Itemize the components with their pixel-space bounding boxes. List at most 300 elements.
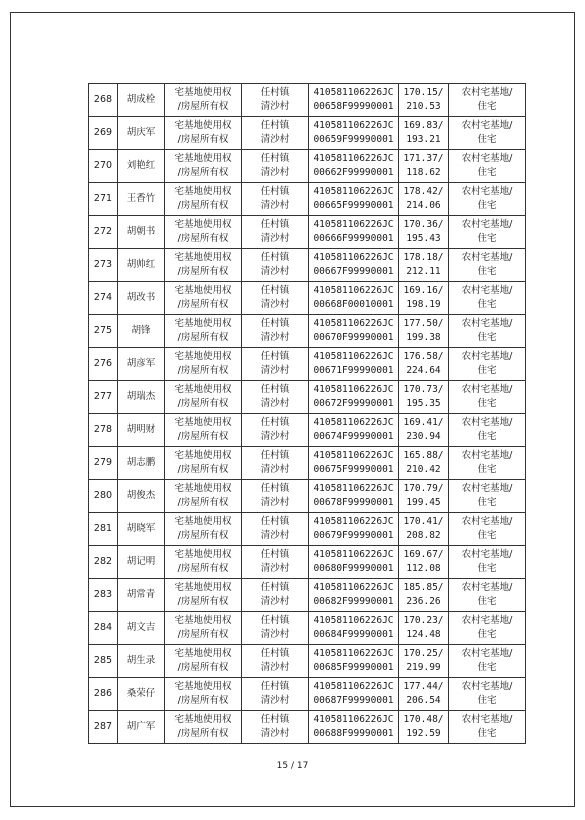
location-cell bbox=[242, 513, 309, 546]
row-number-cell: 276 bbox=[89, 348, 118, 381]
area-cell-line-1: 170.41/ bbox=[403, 516, 444, 527]
right-type-cell-line-2: /房屋所有权 bbox=[177, 431, 229, 442]
right-type-cell-line-1: 宅基地使用权 bbox=[174, 285, 232, 296]
row-number-cell: 271 bbox=[89, 183, 118, 216]
table-row bbox=[89, 546, 526, 579]
area-cell-line-2: 193.21 bbox=[406, 134, 441, 145]
area-cell-line-1: 178.18/ bbox=[403, 252, 444, 263]
right-type-cell bbox=[165, 84, 242, 117]
right-type-cell bbox=[165, 447, 242, 480]
area-cell-line-1: 170.23/ bbox=[403, 615, 444, 626]
registry-table bbox=[88, 83, 526, 744]
row-number-cell: 286 bbox=[89, 678, 118, 711]
owner-name-cell: 胡常青 bbox=[118, 579, 165, 612]
right-type-cell bbox=[165, 414, 242, 447]
right-type-cell bbox=[165, 315, 242, 348]
parcel-code-cell bbox=[309, 612, 399, 645]
location-cell-line-2: 清沙村 bbox=[260, 431, 290, 442]
land-use-cell-line-1: 农村宅基地/ bbox=[461, 153, 513, 164]
area-cell-line-1: 178.42/ bbox=[403, 186, 444, 197]
right-type-cell-line-2: /房屋所有权 bbox=[177, 398, 229, 409]
table-row bbox=[89, 645, 526, 678]
right-type-cell-line-2: /房屋所有权 bbox=[177, 464, 229, 475]
land-use-cell-line-2: 住宅 bbox=[477, 365, 497, 376]
owner-name-cell: 胡朝书 bbox=[118, 216, 165, 249]
area-cell bbox=[399, 447, 449, 480]
right-type-cell-line-1: 宅基地使用权 bbox=[174, 153, 232, 164]
owner-name-cell: 桑荣仔 bbox=[118, 678, 165, 711]
location-cell-line-1: 任村镇 bbox=[260, 483, 290, 494]
land-use-cell-line-2: 住宅 bbox=[477, 200, 497, 211]
area-cell-line-1: 170.36/ bbox=[403, 219, 444, 230]
area-cell bbox=[399, 480, 449, 513]
land-use-cell bbox=[449, 546, 526, 579]
location-cell bbox=[242, 678, 309, 711]
right-type-cell bbox=[165, 612, 242, 645]
table-row bbox=[89, 678, 526, 711]
parcel-code-cell-line-2: 00658F99990001 bbox=[313, 101, 394, 112]
table-row bbox=[89, 579, 526, 612]
area-cell-line-1: 170.79/ bbox=[403, 483, 444, 494]
row-number-cell: 279 bbox=[89, 447, 118, 480]
right-type-cell-line-1: 宅基地使用权 bbox=[174, 516, 232, 527]
area-cell-line-1: 169.67/ bbox=[403, 549, 444, 560]
parcel-code-cell bbox=[309, 711, 399, 744]
land-use-cell bbox=[449, 117, 526, 150]
area-cell-line-2: 195.43 bbox=[406, 233, 441, 244]
location-cell-line-1: 任村镇 bbox=[260, 648, 290, 659]
land-use-cell-line-2: 住宅 bbox=[477, 431, 497, 442]
right-type-cell bbox=[165, 282, 242, 315]
parcel-code-cell-line-1: 410581106226JC bbox=[313, 648, 394, 659]
table-row bbox=[89, 414, 526, 447]
parcel-code-cell bbox=[309, 249, 399, 282]
land-use-cell-line-1: 农村宅基地/ bbox=[461, 318, 513, 329]
right-type-cell-line-1: 宅基地使用权 bbox=[174, 120, 232, 131]
land-use-cell-line-1: 农村宅基地/ bbox=[461, 87, 513, 98]
land-use-cell-line-2: 住宅 bbox=[477, 596, 497, 607]
area-cell bbox=[399, 216, 449, 249]
land-use-cell bbox=[449, 711, 526, 744]
area-cell bbox=[399, 678, 449, 711]
row-number-cell: 282 bbox=[89, 546, 118, 579]
page-number: 15 / 17 bbox=[276, 761, 309, 771]
parcel-code-cell bbox=[309, 183, 399, 216]
location-cell bbox=[242, 150, 309, 183]
area-cell bbox=[399, 249, 449, 282]
land-use-cell-line-1: 农村宅基地/ bbox=[461, 648, 513, 659]
owner-name-cell: 胡庆军 bbox=[118, 117, 165, 150]
right-type-cell bbox=[165, 381, 242, 414]
parcel-code-cell bbox=[309, 84, 399, 117]
land-use-cell-line-2: 住宅 bbox=[477, 629, 497, 640]
location-cell-line-2: 清沙村 bbox=[260, 167, 290, 178]
land-use-cell-line-2: 住宅 bbox=[477, 497, 497, 508]
location-cell-line-2: 清沙村 bbox=[260, 497, 290, 508]
parcel-code-cell-line-2: 00685F99990001 bbox=[313, 662, 394, 673]
right-type-cell-line-1: 宅基地使用权 bbox=[174, 483, 232, 494]
land-use-cell-line-1: 农村宅基地/ bbox=[461, 384, 513, 395]
area-cell-line-2: 214.06 bbox=[406, 200, 441, 211]
location-cell bbox=[242, 84, 309, 117]
right-type-cell-line-1: 宅基地使用权 bbox=[174, 549, 232, 560]
location-cell-line-2: 清沙村 bbox=[260, 101, 290, 112]
land-use-cell bbox=[449, 447, 526, 480]
right-type-cell-line-1: 宅基地使用权 bbox=[174, 714, 232, 725]
parcel-code-cell-line-2: 00679F99990001 bbox=[313, 530, 394, 541]
land-use-cell-line-1: 农村宅基地/ bbox=[461, 483, 513, 494]
parcel-code-cell-line-2: 00668F00010001 bbox=[313, 299, 394, 310]
land-use-cell-line-2: 住宅 bbox=[477, 464, 497, 475]
area-cell-line-1: 170.48/ bbox=[403, 714, 444, 725]
row-number-cell: 274 bbox=[89, 282, 118, 315]
parcel-code-cell bbox=[309, 480, 399, 513]
row-number-cell: 269 bbox=[89, 117, 118, 150]
parcel-code-cell-line-2: 00672F99990001 bbox=[313, 398, 394, 409]
location-cell-line-2: 清沙村 bbox=[260, 695, 290, 706]
area-cell bbox=[399, 612, 449, 645]
owner-name-cell: 胡志鹏 bbox=[118, 447, 165, 480]
location-cell-line-2: 清沙村 bbox=[260, 200, 290, 211]
location-cell-line-1: 任村镇 bbox=[260, 417, 290, 428]
land-use-cell-line-1: 农村宅基地/ bbox=[461, 351, 513, 362]
table-row bbox=[89, 249, 526, 282]
table-row bbox=[89, 315, 526, 348]
location-cell-line-2: 清沙村 bbox=[260, 398, 290, 409]
row-number-cell: 284 bbox=[89, 612, 118, 645]
right-type-cell-line-2: /房屋所有权 bbox=[177, 563, 229, 574]
location-cell-line-2: 清沙村 bbox=[260, 464, 290, 475]
location-cell-line-1: 任村镇 bbox=[260, 252, 290, 263]
area-cell-line-2: 210.42 bbox=[406, 464, 441, 475]
table-row bbox=[89, 381, 526, 414]
right-type-cell-line-2: /房屋所有权 bbox=[177, 332, 229, 343]
area-cell-line-2: 230.94 bbox=[406, 431, 441, 442]
right-type-cell bbox=[165, 513, 242, 546]
area-cell-line-1: 171.37/ bbox=[403, 153, 444, 164]
location-cell-line-2: 清沙村 bbox=[260, 563, 290, 574]
location-cell bbox=[242, 117, 309, 150]
land-use-cell-line-2: 住宅 bbox=[477, 332, 497, 343]
area-cell-line-2: 198.19 bbox=[406, 299, 441, 310]
location-cell bbox=[242, 315, 309, 348]
location-cell bbox=[242, 249, 309, 282]
land-use-cell bbox=[449, 282, 526, 315]
table-row bbox=[89, 480, 526, 513]
parcel-code-cell-line-1: 410581106226JC bbox=[313, 714, 394, 725]
row-number-cell: 283 bbox=[89, 579, 118, 612]
parcel-code-cell-line-1: 410581106226JC bbox=[313, 318, 394, 329]
area-cell-line-2: 236.26 bbox=[406, 596, 441, 607]
right-type-cell bbox=[165, 711, 242, 744]
location-cell-line-2: 清沙村 bbox=[260, 530, 290, 541]
location-cell-line-2: 清沙村 bbox=[260, 365, 290, 376]
table-row bbox=[89, 117, 526, 150]
parcel-code-cell-line-1: 410581106226JC bbox=[313, 450, 394, 461]
location-cell-line-1: 任村镇 bbox=[260, 153, 290, 164]
right-type-cell-line-1: 宅基地使用权 bbox=[174, 318, 232, 329]
area-cell-line-1: 169.16/ bbox=[403, 285, 444, 296]
parcel-code-cell-line-2: 00687F99990001 bbox=[313, 695, 394, 706]
land-use-cell-line-2: 住宅 bbox=[477, 695, 497, 706]
land-use-cell-line-1: 农村宅基地/ bbox=[461, 582, 513, 593]
land-use-cell-line-1: 农村宅基地/ bbox=[461, 186, 513, 197]
area-cell bbox=[399, 645, 449, 678]
right-type-cell-line-2: /房屋所有权 bbox=[177, 728, 229, 739]
owner-name-cell: 胡成栓 bbox=[118, 84, 165, 117]
table-row bbox=[89, 348, 526, 381]
right-type-cell-line-1: 宅基地使用权 bbox=[174, 252, 232, 263]
land-use-cell-line-2: 住宅 bbox=[477, 167, 497, 178]
parcel-code-cell-line-2: 00662F99990001 bbox=[313, 167, 394, 178]
land-use-cell bbox=[449, 645, 526, 678]
parcel-code-cell bbox=[309, 381, 399, 414]
right-type-cell-line-2: /房屋所有权 bbox=[177, 233, 229, 244]
parcel-code-cell-line-1: 410581106226JC bbox=[313, 681, 394, 692]
area-cell-line-2: 206.54 bbox=[406, 695, 441, 706]
right-type-cell bbox=[165, 348, 242, 381]
land-use-cell bbox=[449, 348, 526, 381]
area-cell bbox=[399, 117, 449, 150]
location-cell bbox=[242, 216, 309, 249]
parcel-code-cell bbox=[309, 513, 399, 546]
parcel-code-cell-line-1: 410581106226JC bbox=[313, 549, 394, 560]
parcel-code-cell bbox=[309, 645, 399, 678]
location-cell bbox=[242, 645, 309, 678]
land-use-cell bbox=[449, 513, 526, 546]
area-cell bbox=[399, 513, 449, 546]
location-cell-line-1: 任村镇 bbox=[260, 714, 290, 725]
right-type-cell bbox=[165, 216, 242, 249]
land-use-cell-line-1: 农村宅基地/ bbox=[461, 285, 513, 296]
land-use-cell-line-1: 农村宅基地/ bbox=[461, 615, 513, 626]
area-cell-line-1: 170.15/ bbox=[403, 87, 444, 98]
parcel-code-cell-line-1: 410581106226JC bbox=[313, 516, 394, 527]
table-row bbox=[89, 216, 526, 249]
owner-name-cell: 刘艳红 bbox=[118, 150, 165, 183]
right-type-cell-line-2: /房屋所有权 bbox=[177, 101, 229, 112]
location-cell-line-2: 清沙村 bbox=[260, 662, 290, 673]
table-row bbox=[89, 150, 526, 183]
parcel-code-cell-line-1: 410581106226JC bbox=[313, 186, 394, 197]
area-cell bbox=[399, 84, 449, 117]
right-type-cell-line-2: /房屋所有权 bbox=[177, 134, 229, 145]
parcel-code-cell bbox=[309, 546, 399, 579]
location-cell-line-1: 任村镇 bbox=[260, 450, 290, 461]
land-use-cell-line-1: 农村宅基地/ bbox=[461, 549, 513, 560]
land-use-cell-line-2: 住宅 bbox=[477, 398, 497, 409]
parcel-code-cell-line-2: 00682F99990001 bbox=[313, 596, 394, 607]
location-cell bbox=[242, 480, 309, 513]
owner-name-cell: 胡明财 bbox=[118, 414, 165, 447]
parcel-code-cell-line-2: 00666F99990001 bbox=[313, 233, 394, 244]
area-cell bbox=[399, 711, 449, 744]
area-cell bbox=[399, 381, 449, 414]
location-cell-line-2: 清沙村 bbox=[260, 266, 290, 277]
owner-name-cell: 胡晓军 bbox=[118, 513, 165, 546]
row-number-cell: 275 bbox=[89, 315, 118, 348]
area-cell-line-2: 199.45 bbox=[406, 497, 441, 508]
right-type-cell-line-1: 宅基地使用权 bbox=[174, 648, 232, 659]
parcel-code-cell-line-1: 410581106226JC bbox=[313, 483, 394, 494]
area-cell-line-2: 192.59 bbox=[406, 728, 441, 739]
right-type-cell-line-1: 宅基地使用权 bbox=[174, 450, 232, 461]
owner-name-cell: 胡帅红 bbox=[118, 249, 165, 282]
land-use-cell-line-2: 住宅 bbox=[477, 662, 497, 673]
area-cell-line-1: 170.73/ bbox=[403, 384, 444, 395]
parcel-code-cell-line-2: 00665F99990001 bbox=[313, 200, 394, 211]
row-number-cell: 273 bbox=[89, 249, 118, 282]
location-cell bbox=[242, 579, 309, 612]
area-cell-line-1: 169.41/ bbox=[403, 417, 444, 428]
parcel-code-cell-line-1: 410581106226JC bbox=[313, 417, 394, 428]
owner-name-cell: 胡记明 bbox=[118, 546, 165, 579]
owner-name-cell: 胡锋 bbox=[118, 315, 165, 348]
parcel-code-cell bbox=[309, 447, 399, 480]
location-cell-line-2: 清沙村 bbox=[260, 596, 290, 607]
row-number-cell: 268 bbox=[89, 84, 118, 117]
right-type-cell-line-2: /房屋所有权 bbox=[177, 530, 229, 541]
parcel-code-cell bbox=[309, 348, 399, 381]
owner-name-cell: 王香竹 bbox=[118, 183, 165, 216]
land-use-cell bbox=[449, 84, 526, 117]
land-use-cell bbox=[449, 249, 526, 282]
location-cell bbox=[242, 414, 309, 447]
owner-name-cell: 胡彦军 bbox=[118, 348, 165, 381]
location-cell bbox=[242, 183, 309, 216]
location-cell-line-1: 任村镇 bbox=[260, 120, 290, 131]
location-cell-line-1: 任村镇 bbox=[260, 285, 290, 296]
parcel-code-cell-line-1: 410581106226JC bbox=[313, 252, 394, 263]
right-type-cell-line-2: /房屋所有权 bbox=[177, 266, 229, 277]
table-row bbox=[89, 282, 526, 315]
parcel-code-cell-line-2: 00680F99990001 bbox=[313, 563, 394, 574]
parcel-code-cell-line-2: 00688F99990001 bbox=[313, 728, 394, 739]
right-type-cell bbox=[165, 645, 242, 678]
area-cell bbox=[399, 183, 449, 216]
owner-name-cell: 胡文吉 bbox=[118, 612, 165, 645]
location-cell bbox=[242, 612, 309, 645]
parcel-code-cell bbox=[309, 216, 399, 249]
land-use-cell-line-2: 住宅 bbox=[477, 563, 497, 574]
right-type-cell-line-1: 宅基地使用权 bbox=[174, 417, 232, 428]
location-cell-line-1: 任村镇 bbox=[260, 186, 290, 197]
row-number-cell: 280 bbox=[89, 480, 118, 513]
location-cell bbox=[242, 348, 309, 381]
land-use-cell-line-1: 农村宅基地/ bbox=[461, 120, 513, 131]
land-use-cell-line-2: 住宅 bbox=[477, 266, 497, 277]
parcel-code-cell-line-2: 00684F99990001 bbox=[313, 629, 394, 640]
location-cell-line-2: 清沙村 bbox=[260, 332, 290, 343]
location-cell-line-1: 任村镇 bbox=[260, 549, 290, 560]
right-type-cell bbox=[165, 480, 242, 513]
area-cell-line-2: 212.11 bbox=[406, 266, 441, 277]
land-use-cell bbox=[449, 579, 526, 612]
location-cell-line-2: 清沙村 bbox=[260, 629, 290, 640]
right-type-cell-line-2: /房屋所有权 bbox=[177, 629, 229, 640]
land-use-cell-line-2: 住宅 bbox=[477, 233, 497, 244]
area-cell bbox=[399, 315, 449, 348]
row-number-cell: 278 bbox=[89, 414, 118, 447]
area-cell-line-2: 210.53 bbox=[406, 101, 441, 112]
right-type-cell bbox=[165, 579, 242, 612]
land-use-cell-line-2: 住宅 bbox=[477, 134, 497, 145]
parcel-code-cell-line-2: 00678F99990001 bbox=[313, 497, 394, 508]
right-type-cell-line-1: 宅基地使用权 bbox=[174, 219, 232, 230]
parcel-code-cell-line-1: 410581106226JC bbox=[313, 582, 394, 593]
parcel-code-cell bbox=[309, 579, 399, 612]
location-cell bbox=[242, 381, 309, 414]
land-use-cell-line-1: 农村宅基地/ bbox=[461, 681, 513, 692]
row-number-cell: 287 bbox=[89, 711, 118, 744]
land-use-cell-line-2: 住宅 bbox=[477, 101, 497, 112]
row-number-cell: 281 bbox=[89, 513, 118, 546]
right-type-cell-line-1: 宅基地使用权 bbox=[174, 351, 232, 362]
area-cell bbox=[399, 150, 449, 183]
row-number-cell: 285 bbox=[89, 645, 118, 678]
area-cell bbox=[399, 414, 449, 447]
location-cell-line-2: 清沙村 bbox=[260, 134, 290, 145]
row-number-cell: 277 bbox=[89, 381, 118, 414]
parcel-code-cell bbox=[309, 282, 399, 315]
area-cell-line-1: 169.83/ bbox=[403, 120, 444, 131]
area-cell-line-2: 219.99 bbox=[406, 662, 441, 673]
table-row bbox=[89, 447, 526, 480]
owner-name-cell: 胡俊杰 bbox=[118, 480, 165, 513]
area-cell-line-1: 185.85/ bbox=[403, 582, 444, 593]
area-cell-line-2: 224.64 bbox=[406, 365, 441, 376]
parcel-code-cell-line-1: 410581106226JC bbox=[313, 219, 394, 230]
right-type-cell-line-1: 宅基地使用权 bbox=[174, 186, 232, 197]
land-use-cell bbox=[449, 381, 526, 414]
location-cell-line-1: 任村镇 bbox=[260, 681, 290, 692]
owner-name-cell: 胡瑞杰 bbox=[118, 381, 165, 414]
land-use-cell-line-1: 农村宅基地/ bbox=[461, 714, 513, 725]
parcel-code-cell-line-1: 410581106226JC bbox=[313, 384, 394, 395]
row-number-cell: 272 bbox=[89, 216, 118, 249]
right-type-cell-line-1: 宅基地使用权 bbox=[174, 582, 232, 593]
location-cell-line-1: 任村镇 bbox=[260, 384, 290, 395]
parcel-code-cell bbox=[309, 150, 399, 183]
land-use-cell-line-2: 住宅 bbox=[477, 728, 497, 739]
parcel-code-cell bbox=[309, 315, 399, 348]
area-cell-line-1: 177.44/ bbox=[403, 681, 444, 692]
land-use-cell bbox=[449, 678, 526, 711]
right-type-cell-line-1: 宅基地使用权 bbox=[174, 87, 232, 98]
land-use-cell-line-2: 住宅 bbox=[477, 299, 497, 310]
location-cell-line-1: 任村镇 bbox=[260, 87, 290, 98]
parcel-code-cell-line-2: 00670F99990001 bbox=[313, 332, 394, 343]
location-cell-line-2: 清沙村 bbox=[260, 299, 290, 310]
area-cell-line-2: 112.08 bbox=[406, 563, 441, 574]
area-cell-line-1: 176.58/ bbox=[403, 351, 444, 362]
table-row bbox=[89, 84, 526, 117]
land-use-cell bbox=[449, 612, 526, 645]
location-cell bbox=[242, 447, 309, 480]
owner-name-cell: 胡改书 bbox=[118, 282, 165, 315]
owner-name-cell: 胡广军 bbox=[118, 711, 165, 744]
land-use-cell-line-1: 农村宅基地/ bbox=[461, 516, 513, 527]
right-type-cell bbox=[165, 183, 242, 216]
parcel-code-cell-line-1: 410581106226JC bbox=[313, 285, 394, 296]
parcel-code-cell-line-1: 410581106226JC bbox=[313, 153, 394, 164]
parcel-code-cell bbox=[309, 678, 399, 711]
owner-name-cell: 胡生录 bbox=[118, 645, 165, 678]
parcel-code-cell bbox=[309, 117, 399, 150]
location-cell-line-1: 任村镇 bbox=[260, 516, 290, 527]
right-type-cell bbox=[165, 117, 242, 150]
land-use-cell bbox=[449, 315, 526, 348]
